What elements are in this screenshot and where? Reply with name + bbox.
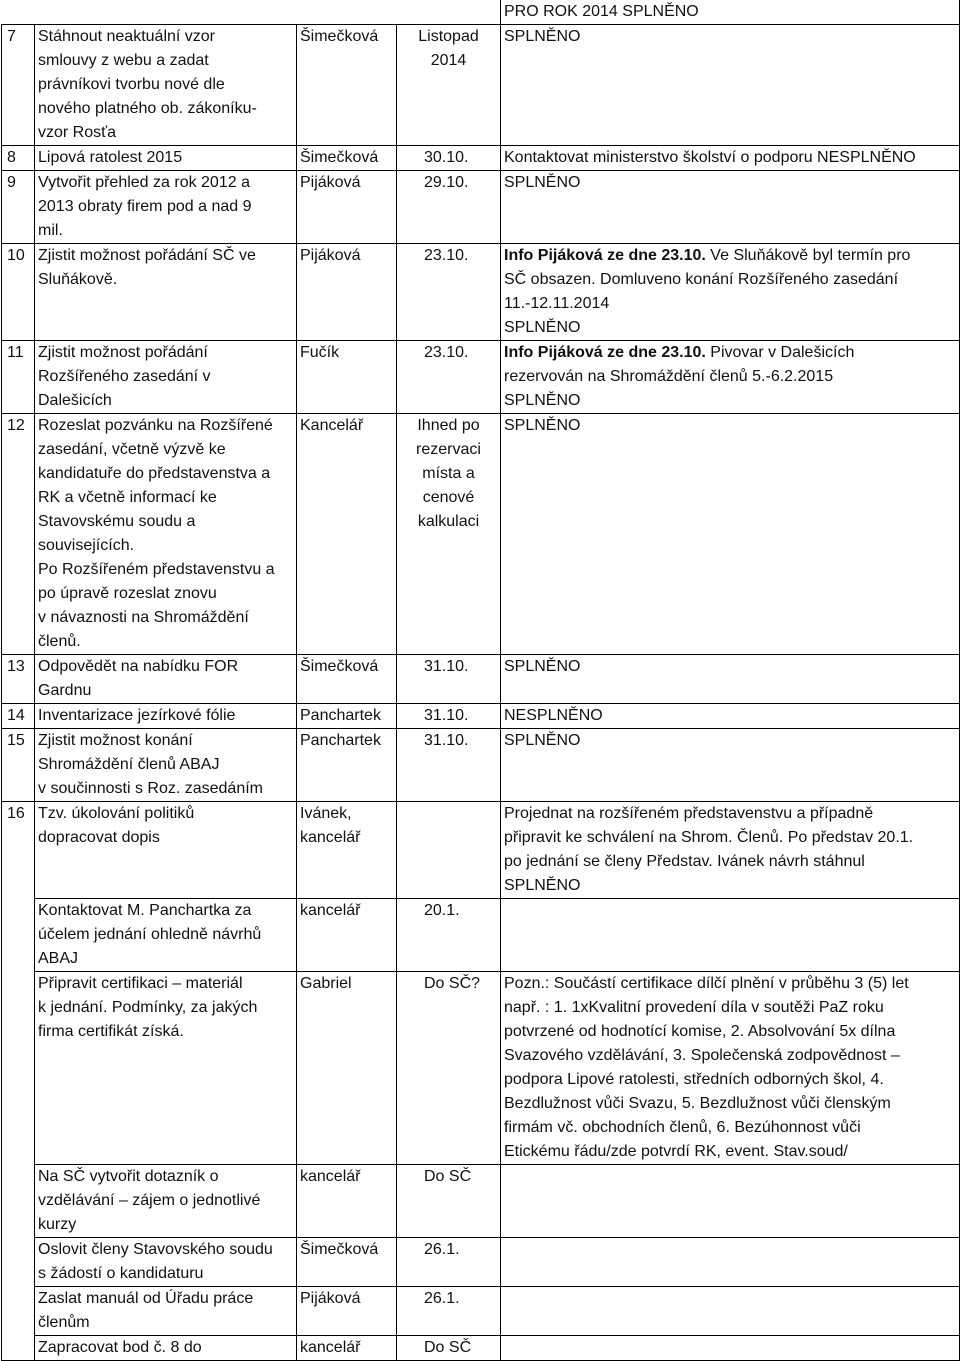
cell-line: 31.10. — [424, 732, 469, 749]
cell-line: rezervaci — [416, 441, 481, 458]
status-cell — [501, 1287, 960, 1336]
row-number — [2, 899, 35, 972]
deadline-cell — [397, 1238, 501, 1287]
task-cell — [35, 972, 297, 1165]
cell-line: Odpovědět na nabídku FOR — [38, 658, 239, 675]
status-cell — [501, 972, 960, 1165]
cell-line: Zjistit možnost konání — [38, 732, 193, 749]
cell-line: Na SČ vytvořit dotazník o — [38, 1168, 219, 1185]
status-cell — [501, 171, 960, 244]
cell-line: Pijáková — [300, 1290, 361, 1307]
cell-line: vzdělávání – zájem o jednotlivé — [38, 1192, 261, 1209]
cell-line: Vytvořit přehled za rok 2012 a — [38, 174, 250, 191]
table-row — [2, 341, 960, 414]
assignee-cell — [297, 655, 397, 704]
task-cell — [35, 704, 297, 729]
task-cell — [35, 899, 297, 972]
deadline-cell — [397, 899, 501, 972]
status-cell — [501, 655, 960, 704]
cell-line: 29.10. — [424, 174, 469, 191]
status-cell — [501, 25, 960, 146]
cell-line: Stavovskému soudu a — [38, 513, 196, 530]
cell-line: kancelář — [300, 1168, 361, 1185]
cell-line: Zjistit možnost pořádání SČ ve — [38, 247, 256, 264]
status-cell — [501, 704, 960, 729]
cell-line: Šimečková — [300, 658, 379, 675]
cell-line: podpora Lipové ratolesti, středních odborných škol, 4. — [504, 1071, 884, 1088]
cell-line: Fučík — [300, 344, 340, 361]
cell-line: Do SČ? — [424, 975, 481, 992]
cell-line: Pozn.: Součástí certifikace dílčí plnění v průběhu 3 (5) let — [504, 975, 909, 992]
deadline-cell — [397, 341, 501, 414]
cell-line: k jednání. Podmínky, za jakých — [38, 999, 258, 1016]
task-cell — [35, 729, 297, 802]
status-cell — [501, 1238, 960, 1287]
cell-line: Shromáždění členů ABAJ — [38, 756, 220, 773]
cell-line: Oslovit členy Stavovského soudu — [38, 1241, 273, 1258]
table-row — [2, 146, 960, 171]
deadline-cell — [397, 146, 501, 171]
cell-line: kancelář — [300, 829, 361, 846]
cell-line: např. : 1. 1xKvalitní provedení díla v soutěži PaZ roku — [504, 999, 884, 1016]
cell-line: rezervován na Shromáždění členů 5.-6.2.2015 — [504, 368, 834, 385]
row-number: 12 — [2, 414, 35, 655]
assignee-cell — [297, 146, 397, 171]
status-cell — [501, 146, 960, 171]
cell-line: cenové — [422, 489, 475, 506]
status-cell — [501, 899, 960, 972]
cell-line: firmám vč. obchodních členů, 6. Bezúhonnost vůči — [504, 1119, 861, 1136]
table-row — [2, 655, 960, 704]
table-row — [2, 704, 960, 729]
task-cell — [35, 1336, 297, 1361]
cell-line: Ivánek, — [300, 805, 352, 822]
cell-line: po úpravě rozeslat znovu — [38, 585, 217, 602]
cell-line: 26.1. — [424, 1241, 460, 1258]
status-cell — [501, 414, 960, 655]
table-row — [2, 414, 960, 655]
cell-line: smlouvy z webu a zadat — [38, 52, 209, 69]
assignee-cell — [297, 414, 397, 655]
task-table-body — [2, 0, 960, 1361]
cell-line: místa a — [422, 465, 475, 482]
cell-line: účelem jednání ohledně návrhů — [38, 926, 262, 943]
cell-line: Kontaktovat ministerstvo školství o podporu NESPLNĚNO — [504, 149, 916, 166]
assignee-cell — [297, 25, 397, 146]
cell-line: NESPLNĚNO — [504, 707, 603, 724]
cell-line: právníkovi tvorbu nové dle — [38, 76, 225, 93]
task-cell — [35, 146, 297, 171]
cell-line: připravit ke schválení na Shrom. Členů. Po představ 20.1. — [504, 829, 914, 846]
cell-line: Zaslat manuál od Úřadu práce — [38, 1290, 254, 1307]
cell-line: potvrzené od hodnotící komise, 2. Absolvování 5x dílna — [504, 1023, 896, 1040]
cell-line: SPLNĚNO — [504, 417, 581, 434]
cell-line: v součinnosti s Roz. zasedáním — [38, 780, 263, 797]
cell-line: Lipová ratolest 2015 — [38, 149, 183, 166]
status-cell — [501, 802, 960, 899]
table-row — [2, 1336, 960, 1361]
cell-line: Panchartek — [300, 732, 381, 749]
cell-line: Zapracovat bod č. 8 do — [38, 1339, 202, 1356]
cell-line: kalkulaci — [417, 513, 480, 530]
task-cell — [35, 171, 297, 244]
cell-line: 30.10. — [424, 149, 469, 166]
deadline-cell — [397, 972, 501, 1165]
cell-line: Projednat na rozšířeném představenstvu a případně — [504, 805, 874, 822]
assignee-cell — [297, 171, 397, 244]
row-number: 13 — [2, 655, 35, 704]
cell-line: SPLNĚNO — [504, 732, 581, 749]
task-cell — [35, 25, 297, 146]
row-number: 11 — [2, 341, 35, 414]
status-info-bold: Info Pijáková ze dne 23.10. — [504, 247, 706, 264]
cell-line: Pijáková — [300, 247, 361, 264]
cell-line: 31.10. — [424, 707, 469, 724]
cell-line: Listopad — [418, 28, 479, 45]
row-number: 8 — [2, 146, 35, 171]
table-row — [2, 1287, 960, 1336]
cell-line: Kancelář — [300, 417, 364, 434]
table-row — [2, 729, 960, 802]
cell-line: ABAJ — [38, 950, 79, 967]
status-first-line — [504, 244, 956, 268]
cell-line: 20.1. — [424, 902, 460, 919]
cell-line: dopracovat dopis — [38, 829, 160, 846]
task-cell — [35, 341, 297, 414]
cell-line: Dalešicích — [38, 392, 112, 409]
cell-line: Ihned po — [417, 417, 480, 434]
row-number: 14 — [2, 704, 35, 729]
cell-line: kancelář — [300, 902, 361, 919]
task-cell — [35, 655, 297, 704]
row-number — [2, 972, 35, 1165]
assignee-cell — [297, 341, 397, 414]
row-number — [2, 1238, 35, 1287]
deadline-cell — [397, 244, 501, 341]
cell-line: Etickému řádu/zde potvrdí RK, event. Stav.soud/ — [504, 1143, 848, 1160]
cell-line: Pijáková — [300, 174, 361, 191]
task-cell — [35, 1287, 297, 1336]
assignee-cell — [297, 244, 397, 341]
deadline-cell — [397, 655, 501, 704]
table-row — [2, 1238, 960, 1287]
cell-line: Rozšířeného zasedání v — [38, 368, 211, 385]
header-status: PRO ROK 2014 SPLNĚNO — [501, 0, 960, 25]
cell-line: kurzy — [38, 1216, 77, 1233]
status-cell — [501, 1165, 960, 1238]
table-row — [2, 244, 960, 341]
table-row — [2, 1165, 960, 1238]
cell-line: Tzv. úkolování politiků — [38, 805, 195, 822]
header-row — [2, 0, 960, 25]
cell-line: Gardnu — [38, 682, 92, 699]
cell-line: s žádostí o kandidaturu — [38, 1265, 204, 1282]
cell-line: Svazového vzdělávání, 3. Společenská zodpovědnost – — [504, 1047, 900, 1064]
cell-line: 2014 — [430, 52, 467, 69]
task-cell — [35, 802, 297, 899]
status-info-bold: Info Pijáková ze dne 23.10. — [504, 344, 706, 361]
cell-line: 23.10. — [424, 247, 469, 264]
row-number — [2, 1287, 35, 1336]
deadline-cell — [397, 414, 501, 655]
deadline-cell — [397, 729, 501, 802]
cell-line: Sluňákově. — [38, 271, 118, 288]
row-number: 15 — [2, 729, 35, 802]
cell-line: Šimečková — [300, 28, 379, 45]
assignee-cell — [297, 1165, 397, 1238]
status-cell — [501, 341, 960, 414]
deadline-cell — [397, 802, 501, 899]
row-number — [2, 1165, 35, 1238]
assignee-cell — [297, 1238, 397, 1287]
table-row — [2, 972, 960, 1165]
cell-line: nového platného ob. zákoníku- — [38, 100, 257, 117]
task-table — [1, 0, 960, 1361]
cell-line: souvisejících. — [38, 537, 135, 554]
table-row — [2, 171, 960, 244]
cell-line: po jednání se členy Představ. Ivánek návrh stáhnul — [504, 853, 865, 870]
cell-line: Kontaktovat M. Panchartka za — [38, 902, 252, 919]
task-cell — [35, 1165, 297, 1238]
cell-line: kancelář — [300, 1339, 361, 1356]
cell-line: SČ obsazen. Domluveno konání Rozšířeného zasedání — [504, 271, 899, 288]
cell-line: firma certifikát získá. — [38, 1023, 184, 1040]
assignee-cell — [297, 1336, 397, 1361]
deadline-cell — [397, 1336, 501, 1361]
cell-line: kandidatuře do představenstva a — [38, 465, 271, 482]
row-number: 7 — [2, 25, 35, 146]
row-number: 10 — [2, 244, 35, 341]
deadline-cell — [397, 1287, 501, 1336]
cell-line: 23.10. — [424, 344, 469, 361]
status-text: Ve Sluňákově byl termín pro — [705, 247, 911, 264]
cell-line: 11.-12.11.2014 — [504, 295, 610, 312]
cell-line: Připravit certifikaci – materiál — [38, 975, 243, 992]
cell-line: Panchartek — [300, 707, 381, 724]
cell-line: Šimečková — [300, 149, 379, 166]
status-cell — [501, 729, 960, 802]
cell-line: SPLNĚNO — [504, 28, 581, 45]
assignee-cell — [297, 899, 397, 972]
status-cell — [501, 244, 960, 341]
table-row — [2, 25, 960, 146]
cell-line: SPLNĚNO — [504, 174, 581, 191]
table-row — [2, 802, 960, 899]
assignee-cell — [297, 1287, 397, 1336]
row-number: 9 — [2, 171, 35, 244]
deadline-cell — [397, 704, 501, 729]
cell-line: mil. — [38, 222, 63, 239]
cell-line: členů. — [38, 633, 81, 650]
assignee-cell — [297, 704, 397, 729]
task-cell — [35, 414, 297, 655]
cell-line: Stáhnout neaktuální vzor — [38, 28, 216, 45]
cell-line: RK a včetně informací ke — [38, 489, 217, 506]
assignee-cell — [297, 802, 397, 899]
deadline-cell — [397, 171, 501, 244]
status-cell — [501, 1336, 960, 1361]
task-cell — [35, 244, 297, 341]
assignee-cell — [297, 972, 397, 1165]
cell-line: 26.1. — [424, 1290, 460, 1307]
cell-line: SPLNĚNO — [504, 877, 581, 894]
cell-line: SPLNĚNO — [504, 392, 581, 409]
cell-line: Do SČ — [424, 1339, 472, 1356]
cell-line: vzor Rosťa — [38, 124, 117, 141]
cell-line: zasedání, včetně výzvě ke — [38, 441, 226, 458]
cell-line: v návaznosti na Shromáždění — [38, 609, 249, 626]
cell-line: Inventarizace jezírkové fólie — [38, 707, 236, 724]
table-row — [2, 899, 960, 972]
assignee-cell — [297, 729, 397, 802]
cell-line: členům — [38, 1314, 90, 1331]
cell-line: Gabriel — [300, 975, 352, 992]
cell-line: 2013 obraty firem pod a nad 9 — [38, 198, 252, 215]
row-number — [2, 1336, 35, 1361]
task-cell — [35, 1238, 297, 1287]
cell-line: Šimečková — [300, 1241, 379, 1258]
row-number: 16 — [2, 802, 35, 899]
deadline-cell — [397, 1165, 501, 1238]
cell-line: Bezdlužnost vůči Svazu, 5. Bezdlužnost vůči členským — [504, 1095, 891, 1112]
status-first-line — [504, 341, 956, 365]
cell-line: SPLNĚNO — [504, 319, 581, 336]
cell-line: Rozeslat pozvánku na Rozšířené — [38, 417, 273, 434]
cell-line: 31.10. — [424, 658, 469, 675]
status-text: Pivovar v Dalešicích — [705, 344, 855, 361]
cell-line: SPLNĚNO — [504, 658, 581, 675]
cell-line: Po Rozšířeném představenstvu a — [38, 561, 275, 578]
deadline-cell — [397, 25, 501, 146]
cell-line: Zjistit možnost pořádání — [38, 344, 208, 361]
cell-line: Do SČ — [424, 1168, 472, 1185]
